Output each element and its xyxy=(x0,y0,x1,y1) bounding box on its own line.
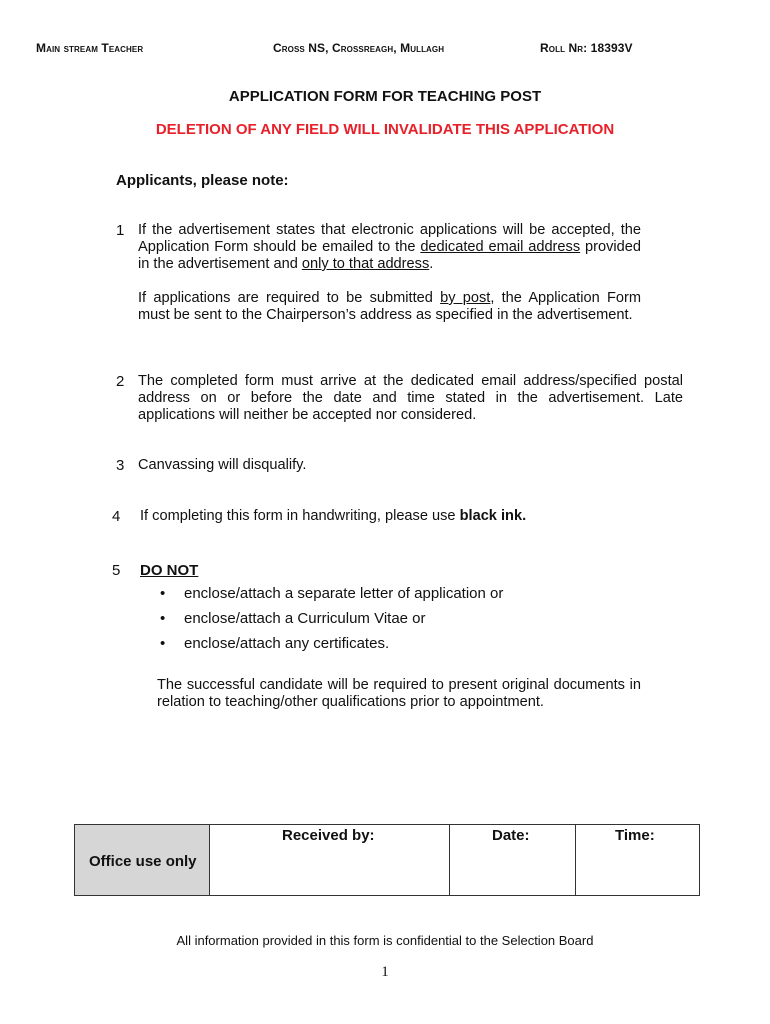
office-use-table xyxy=(74,824,700,896)
note-1-number: 1 xyxy=(116,222,125,239)
note-5-number: 5 xyxy=(112,562,121,579)
note-1-underline-post: by post xyxy=(440,290,491,306)
date-label: Date: xyxy=(492,827,530,844)
note-2-text: The completed form must arrive at the dedicated email address/specified postal address on or before the date and time stated in the advertisement. Late applications will neither be accepted nor considered. xyxy=(138,373,683,423)
do-not-heading: DO NOT xyxy=(140,562,199,579)
office-use-cell xyxy=(75,825,210,896)
confidentiality-footer: All information provided in this form is confidential to the Selection Board xyxy=(176,933,594,948)
bullet-1-dot: • xyxy=(160,585,166,602)
header-teacher-type: Main stream Teacher xyxy=(36,41,144,55)
note-4-text xyxy=(140,508,685,525)
received-by-label: Received by: xyxy=(282,827,375,844)
date-cell[interactable] xyxy=(450,825,576,896)
received-by-cell[interactable] xyxy=(210,825,450,896)
page-number: 1 xyxy=(381,964,389,980)
note-1-underline-email: dedicated email address xyxy=(420,239,581,255)
note-3-number: 3 xyxy=(116,457,125,474)
bullet-2-text: enclose/attach a Curriculum Vitae or xyxy=(184,610,426,627)
office-use-label: Office use only xyxy=(89,853,197,870)
time-cell[interactable] xyxy=(576,825,700,896)
page-title: APPLICATION FORM FOR TEACHING POST xyxy=(228,88,542,105)
note-5-closing: The successful candidate will be required to present original documents in relation to teaching/other qualifications prior to appointment. xyxy=(157,677,641,710)
note-1-underline-address: only to that address xyxy=(301,256,430,272)
note-4-text-a: If completing this form in handwriting, please use xyxy=(140,508,460,524)
note-1-p2-text-a: If applications are required to be submitted xyxy=(138,290,441,306)
bullet-2-dot: • xyxy=(160,610,166,627)
deletion-warning: DELETION OF ANY FIELD WILL INVALIDATE THIS APPLICATION xyxy=(155,121,615,138)
header-school-name: Cross NS, Crossreagh, Mullagh xyxy=(273,41,445,55)
header-roll-number: Roll Nr: 18393V xyxy=(540,41,633,55)
notes-heading: Applicants, please note: xyxy=(116,172,289,189)
note-3-text: Canvassing will disqualify. xyxy=(138,457,307,473)
note-1-p2-text-b: , the Application Form must be sent to the Chairperson’s address as specified in the advertisement. xyxy=(138,290,641,323)
note-1-text-c: . xyxy=(429,256,434,272)
note-1-paragraph-1 xyxy=(138,222,641,273)
note-4-black-ink: black ink. xyxy=(459,508,527,524)
note-1-paragraph-2 xyxy=(138,290,641,324)
note-5-heading xyxy=(140,562,198,579)
note-4-number: 4 xyxy=(112,508,121,525)
note-1-text-a: If the advertisement states that electronic applications will be accepted, the Application Form should be emailed to the xyxy=(138,222,641,255)
time-label: Time: xyxy=(615,827,655,844)
note-1-text-b: provided in the advertisement and xyxy=(138,239,641,272)
bullet-1-text: enclose/attach a separate letter of application or xyxy=(184,585,504,602)
bullet-3-dot: • xyxy=(160,635,166,652)
bullet-3-text: enclose/attach any certificates. xyxy=(184,635,390,652)
note-2-number: 2 xyxy=(116,373,125,390)
